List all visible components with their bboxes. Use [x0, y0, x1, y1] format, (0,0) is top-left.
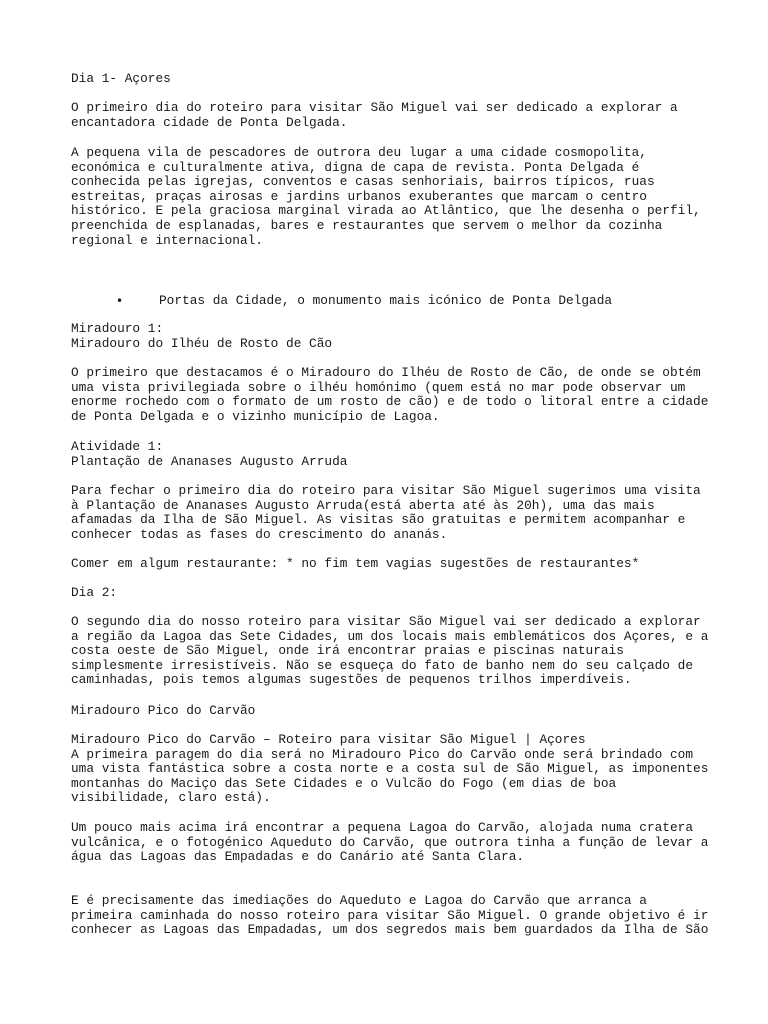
aqueduto-paragraph: E é precisamente das imediações do Aqueduto e Lagoa do Carvão que arranca a primeira caminhada do nosso roteiro para visitar São Miguel. O grande objetivo é ir conhecer as Lagoas das Empadadas, um dos segredos mais bem guardados da Ilha de São — [71, 893, 709, 938]
day2-heading: Dia 2: — [71, 585, 118, 600]
bullet-icon: • — [116, 294, 124, 308]
day1-intro-paragraph: O primeiro dia do roteiro para visitar São Miguel vai ser dedicado a explorar a encantadora cidade de Ponta Delgada. — [71, 100, 678, 130]
restaurant-note: Comer em algum restaurante: * no fim tem vagias sugestões de restaurantes* — [71, 556, 640, 571]
atividade1-paragraph: Para fechar o primeiro dia do roteiro para visitar São Miguel sugerimos uma visita à Plantação de Ananases Augusto Arruda(está aberta até às 20h), uma das mais afamadas da Ilha de São Miguel. As visitas são gratuitas e permitem acompanhar e conhecer todas as fases do crescimento do ananás. — [71, 483, 701, 542]
day1-heading: Dia 1- Açores — [71, 71, 171, 86]
pico-paragraph: Miradouro Pico do Carvão – Roteiro para visitar São Miguel | Açores A primeira paragem do dia será no Miradouro Pico do Carvão onde será brindado com uma vista fantástica sobre a costa norte e a costa sul de São Miguel, as imponentes montanhas do Maciço das Sete Cidades e o Vulcão do Fogo (em dias de boa visibilidade, claro está). — [71, 732, 709, 806]
pico-heading: Miradouro Pico do Carvão — [71, 703, 256, 718]
atividade1-heading: Atividade 1: Plantação de Ananases Augusto Arruda — [71, 439, 348, 469]
bullet-item: Portas da Cidade, o monumento mais icónico de Ponta Delgada — [159, 293, 613, 308]
lagoa-paragraph: Um pouco mais acima irá encontrar a pequena Lagoa do Carvão, alojada numa cratera vulcânica, e o fotogénico Aqueduto do Carvão, que outrora tinha a função de levar a água das Lagoas das Empadadas e do Canário até Santa Clara. — [71, 820, 709, 865]
day2-intro-paragraph: O segundo dia do nosso roteiro para visitar São Miguel vai ser dedicado a explorar a região da Lagoa das Sete Cidades, um dos locais mais emblemáticos dos Açores, e a costa oeste de São Miguel, onde irá encontrar praias e piscinas naturais simplesmente irresistíveis. Não se esqueça do fato de banho nem do seu calçado de caminhadas, pois temos algumas sugestões de pequenos trilhos imperdíveis. — [71, 614, 709, 688]
miradouro1-heading: Miradouro 1: Miradouro do Ilhéu de Rosto de Cão — [71, 321, 333, 351]
day1-description-paragraph: A pequena vila de pescadores de outrora deu lugar a uma cidade cosmopolita, económica e culturalmente ativa, digna de capa de revista. Ponta Delgada é conhecida pelas igrejas, conventos e casas senhoriais, bairros típicos, ruas estreitas, praças airosas e jardins urbanos exuberantes que marcam o centro histórico. E pela graciosa marginal virada ao Atlântico, que lhe desenha o perfil, preenchida de esplanadas, bares e restaurantes que servem o melhor da cozinha regional e internacional. — [71, 145, 701, 248]
miradouro1-paragraph: O primeiro que destacamos é o Miradouro do Ilhéu de Rosto de Cão, de onde se obtém uma vista privilegiada sobre o ilhéu homónimo (quem está no mar pode observar um enorme rochedo com o formato de um rosto de cão) e de todo o litoral entre a cidade de Ponta Delgada e o vizinho município de Lagoa. — [71, 365, 709, 424]
